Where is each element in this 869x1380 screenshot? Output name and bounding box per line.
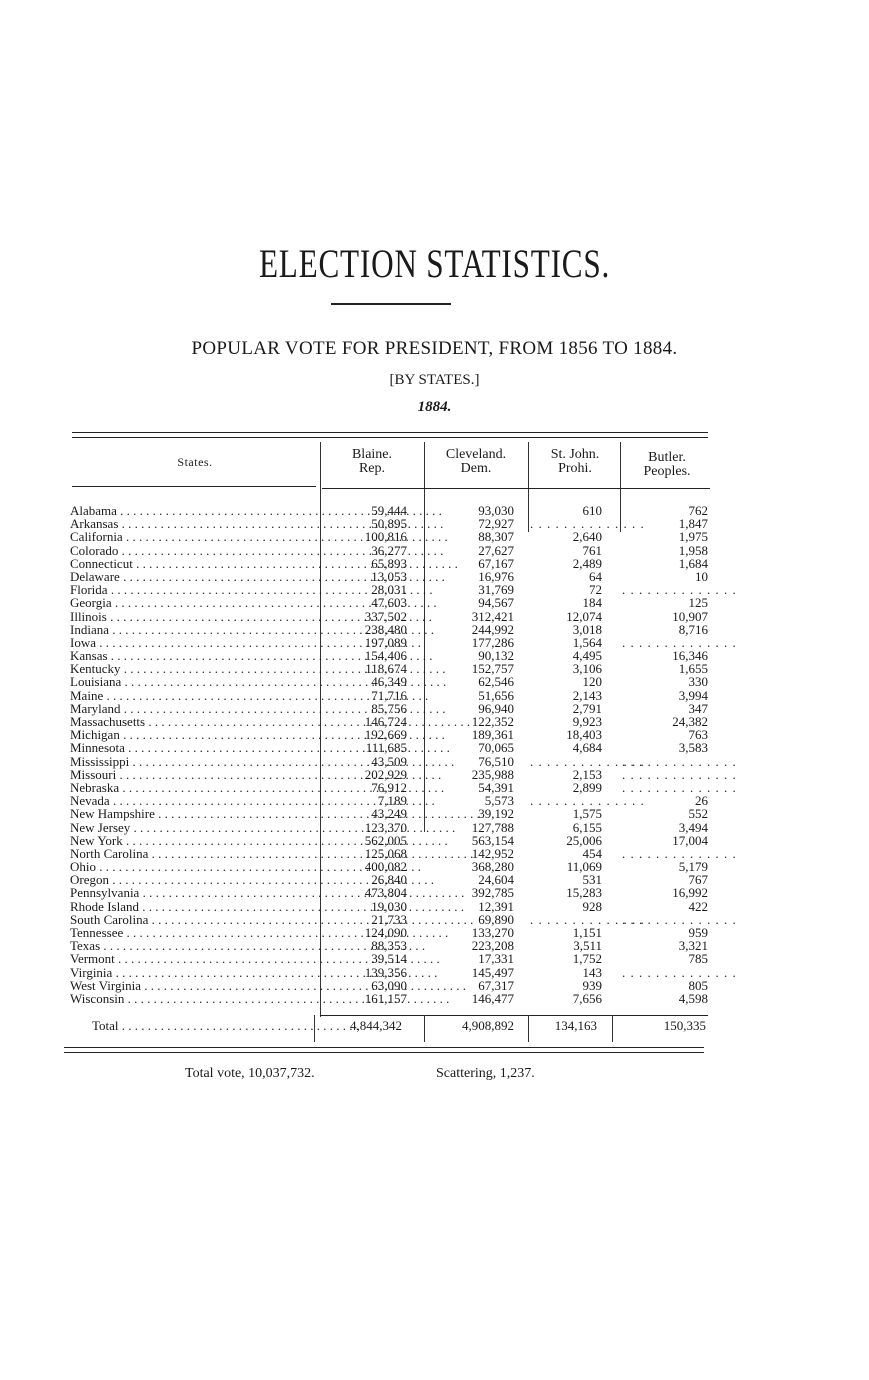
cell-butler: 552 [688,806,708,822]
header-prohi: Prohi. [558,461,592,476]
state-name: New York . . . [70,834,312,847]
title-divider [331,303,451,305]
cell-cleveland: 54,391 [478,779,514,795]
state-name: Virginia . . . [70,966,312,979]
table-row [0,610,869,623]
cell-blaine: 47,603 [371,595,407,611]
cell-butler: 16,346 [672,648,708,664]
cell-cleveland: 142,952 [471,845,514,861]
cell-butler-empty: . . . . . . . . . . . . . . [622,779,737,795]
state-name: Georgia . . . [70,596,312,609]
cell-blaine: 125,068 [364,845,407,861]
cell-butler: 3,994 [678,687,708,703]
cell-blaine: 154,406 [364,648,407,664]
table-row [0,741,869,754]
table-row [0,966,869,979]
cell-cleveland: 51,656 [478,687,514,703]
cell-cleveland: 392,785 [471,885,514,901]
cell-stjohn: 120 [582,674,602,690]
cell-butler: 5,179 [678,859,708,875]
table-row [0,557,869,570]
cell-stjohn: 72 [589,582,602,598]
cell-blaine: 36,277 [371,542,407,558]
cell-butler: 24,382 [672,714,708,729]
cell-stjohn-empty: . . . . . . . . . . . . . . [530,911,645,927]
cell-blaine: 7,189 [377,793,407,809]
state-name: Kentucky . . . [70,662,312,675]
state-name: Indiana . . . [70,623,312,636]
cell-stjohn: 939 [582,977,602,993]
cell-butler: 959 [688,925,708,940]
cell-cleveland: 12,391 [478,898,514,914]
page-title: ELECTION STATISTICS. [258,241,611,286]
cell-cleveland: 76,510 [478,753,514,769]
cell-blaine: 19,030 [371,898,407,914]
total-cleveland: 4,908,892 [462,1018,514,1033]
cell-blaine: 100,816 [364,529,407,545]
cell-butler: 347 [688,700,708,716]
cell-cleveland: 177,286 [471,634,514,650]
cell-cleveland: 94,567 [478,595,514,611]
cell-butler: 767 [688,872,708,888]
cell-stjohn: 610 [582,503,602,518]
cell-stjohn: 2,143 [572,687,602,703]
cell-stjohn: 184 [582,595,602,611]
cell-stjohn-empty: . . . . . . . . . . . . . . [530,793,645,809]
column-divider [528,1015,529,1042]
cell-stjohn: 2,153 [572,766,602,782]
state-name: Pennsylvania . . . [70,886,312,899]
state-name: Delaware . . . [70,570,312,583]
cell-cleveland: 27,627 [478,542,514,558]
state-name: Maine . . . [70,689,312,702]
cell-stjohn: 64 [589,568,602,584]
cell-stjohn: 15,283 [566,885,602,901]
cell-butler-empty: . . . . . . . . . . . . . . [622,911,737,927]
state-name: Kansas . . . [70,649,312,662]
state-name: Illinois . . . [70,610,312,623]
table-row [0,768,869,781]
cell-butler: 1,975 [678,529,708,545]
state-name: Texas . . . [70,939,312,952]
header-blaine: Blaine. [351,447,393,462]
cell-cleveland: 133,270 [471,925,514,940]
state-name: Arkansas . . . [70,517,312,530]
state-name: South Carolina . . . [70,913,312,926]
cell-cleveland: 563,154 [471,832,514,848]
cell-cleveland: 16,976 [478,568,514,584]
cell-blaine: 65,893 [371,555,407,571]
cell-butler: 1,958 [678,542,708,558]
cell-cleveland: 312,421 [471,608,514,624]
cell-stjohn: 4,684 [572,740,602,756]
cell-butler: 3,321 [678,938,708,954]
cell-blaine: 238,480 [364,621,407,637]
cell-stjohn: 531 [582,872,602,888]
cell-blaine: 161,157 [364,990,407,1006]
cell-butler: 125 [688,595,708,611]
cell-cleveland: 88,307 [478,529,514,545]
state-name: Rhode Island . . . [70,900,312,913]
cell-butler: 3,494 [678,819,708,835]
table-row [0,596,869,609]
cell-stjohn-empty: . . . . . . . . . . . . . . [530,516,645,532]
cell-blaine: 43,509 [371,753,407,769]
cell-blaine: 13,053 [371,568,407,584]
cell-blaine: 39,514 [371,951,407,967]
cell-blaine: 50,895 [371,516,407,532]
cell-stjohn: 25,006 [566,832,602,848]
cell-cleveland: 67,167 [478,555,514,571]
cell-blaine: 43,249 [371,806,407,822]
total-vote-note: Total vote, 10,037,732. [185,1066,315,1081]
cell-cleveland: 96,940 [478,700,514,716]
table-top-rule [72,432,708,433]
cell-butler: 422 [688,898,708,914]
cell-stjohn: 454 [582,845,602,861]
column-divider [314,1015,315,1042]
cell-cleveland: 67,317 [478,977,514,993]
cell-butler: 26 [695,793,708,809]
state-name: New Hampshire . . . [70,807,312,820]
total-label: Total . . . [92,1018,310,1034]
table-row [0,834,869,847]
state-name: Massachusetts . . . [70,715,312,728]
cell-stjohn: 1,151 [572,925,602,940]
state-name: New Jersey . . . [70,821,312,834]
cell-cleveland: 93,030 [478,503,514,518]
cell-blaine: 85,756 [371,700,407,716]
state-name: Wisconsin . . . [70,992,312,1005]
cell-stjohn: 3,106 [572,661,602,677]
cell-blaine: 28,031 [371,582,407,598]
cell-cleveland: 31,769 [478,582,514,598]
cell-cleveland: 152,757 [471,661,514,677]
cell-stjohn: 4,495 [572,648,602,664]
table-row [0,530,869,543]
cell-butler: 785 [688,951,708,967]
state-name: Florida . . . [70,583,312,596]
cell-stjohn: 1,752 [572,951,602,967]
state-name: Colorado . . . [70,544,312,557]
table-row [0,675,869,688]
cell-blaine: 123,370 [364,819,407,835]
state-name: Oregon . . . [70,873,312,886]
cell-stjohn: 6,155 [572,819,602,835]
cell-blaine: 473,804 [364,885,407,901]
cell-cleveland: 17,331 [478,951,514,967]
cell-blaine: 562,005 [364,832,407,848]
cell-stjohn: 2,899 [572,779,602,795]
cell-blaine: 202,929 [364,766,407,782]
cell-cleveland: 244,992 [471,621,514,637]
cell-blaine: 118,674 [365,661,407,677]
state-name: Michigan . . . [70,728,312,741]
state-name: Tennessee . . . [70,926,312,939]
cell-butler-empty: . . . . . . . . . . . . . . [622,964,737,980]
cell-butler: 330 [688,674,708,690]
table-row [0,900,869,913]
cell-blaine: 197,089 [364,634,407,650]
cell-stjohn: 12,074 [566,608,602,624]
by-states-note: [BY STATES.] [389,372,480,388]
cell-blaine: 337,502 [364,608,407,624]
total-butler: 150,335 [663,1018,706,1033]
state-name: California . . . [70,530,312,543]
cell-stjohn-empty: . . . . . . . . . . . . . . [530,753,645,769]
cell-stjohn: 2,640 [572,529,602,545]
cell-stjohn: 11,069 [566,859,602,875]
table-row [0,821,869,834]
table-bottom-rule-2 [64,1052,704,1053]
scattering-note: Scattering, 1,237. [436,1066,535,1081]
cell-blaine: 71,716 [371,687,407,703]
header-states: States. [177,455,213,469]
cell-cleveland: 39,192 [478,806,514,822]
cell-butler: 8,716 [678,621,708,637]
cell-stjohn: 2,791 [572,700,602,716]
state-name: Louisiana . . . [70,675,312,688]
cell-blaine: 63,090 [371,977,407,993]
cell-cleveland: 62,546 [478,674,514,690]
state-name: Vermont . . . [70,952,312,965]
state-name: Ohio . . . [70,860,312,873]
cell-butler: 805 [688,977,708,993]
cell-cleveland: 69,890 [478,911,514,927]
state-name: Missouri . . . [70,768,312,781]
header-dem: Dem. [460,461,492,476]
cell-cleveland: 72,927 [478,516,514,532]
table-body [0,504,869,1005]
table-row [0,886,869,899]
state-name: Maryland . . . [70,702,312,715]
cell-butler: 4,598 [678,990,708,1006]
cell-butler: 10,907 [672,608,708,624]
state-name: Mississippi . . . [70,755,312,768]
cell-blaine: 192,669 [364,727,407,743]
cell-stjohn: 761 [582,542,602,558]
cell-stjohn: 1,564 [572,634,602,650]
table-row [0,623,869,636]
cell-blaine: 21,733 [371,911,407,927]
state-name: Iowa . . . [70,636,312,649]
table-bottom-rule [64,1047,704,1048]
cell-cleveland: 368,280 [471,859,514,875]
cell-cleveland: 235,988 [471,766,514,782]
cell-butler: 10 [695,568,708,584]
table-row [0,992,869,1005]
header-stjohn: St. John. [550,447,600,462]
state-name: Nevada . . . [70,794,312,807]
page-subtitle: POPULAR VOTE FOR PRESIDENT, FROM 1856 TO 1884. [191,338,678,359]
total-stjohn: 134,163 [554,1018,597,1033]
state-name: West Virginia . . . [70,979,312,992]
header-cleveland: Cleveland. [445,447,507,462]
cell-cleveland: 189,361 [471,727,514,743]
header-underline [72,486,316,487]
cell-butler-empty: . . . . . . . . . . . . . . [622,753,737,769]
cell-cleveland: 223,208 [471,938,514,954]
table-row [0,689,869,702]
cell-butler: 1,655 [678,661,708,677]
cell-blaine: 88,353 [371,938,407,954]
cell-stjohn: 3,511 [573,938,602,954]
column-divider [612,1015,613,1042]
cell-cleveland: 122,352 [471,714,514,729]
cell-stjohn: 143 [582,964,602,980]
cell-blaine: 146,724 [364,714,407,729]
cell-butler-empty: . . . . . . . . . . . . . . [622,845,737,861]
cell-cleveland: 127,788 [471,819,514,835]
cell-cleveland: 24,604 [478,872,514,888]
cell-blaine: 400,082 [364,859,407,875]
total-rule [320,1015,708,1016]
table-row [0,952,869,965]
cell-blaine: 111,685 [365,740,407,756]
table-row [0,807,869,820]
cell-cleveland: 70,065 [478,740,514,756]
cell-stjohn: 7,656 [572,990,602,1006]
cell-butler: 3,583 [678,740,708,756]
cell-butler-empty: . . . . . . . . . . . . . . [622,766,737,782]
header-underline-values [322,488,710,489]
cell-butler: 763 [688,727,708,743]
state-name: Alabama . . . [70,504,312,517]
cell-stjohn: 3,018 [572,621,602,637]
cell-butler: 762 [688,503,708,518]
cell-butler: 16,992 [672,885,708,901]
column-divider [424,1015,425,1042]
cell-butler-empty: . . . . . . . . . . . . . . [622,634,737,650]
table-top-rule-2 [72,437,708,438]
cell-stjohn: 928 [582,898,602,914]
year-heading: 1884. [417,399,452,415]
cell-stjohn: 9,923 [572,714,602,729]
cell-blaine: 46,349 [371,674,407,690]
state-name: Minnesota . . . [70,741,312,754]
cell-cleveland: 145,497 [471,964,514,980]
cell-cleveland: 5,573 [484,793,514,809]
cell-butler: 17,004 [672,832,708,848]
cell-stjohn: 1,575 [572,806,602,822]
cell-butler: 1,847 [678,516,708,532]
cell-blaine: 139,356 [364,964,407,980]
cell-stjohn: 18,403 [566,727,602,743]
cell-blaine: 76,912 [371,779,407,795]
table-row [0,979,869,992]
state-name: Nebraska . . . [70,781,312,794]
cell-cleveland: 146,477 [471,990,514,1006]
cell-blaine: 59,444 [371,503,407,518]
cell-cleveland: 90,132 [478,648,514,664]
cell-blaine: 26,840 [371,872,407,888]
cell-stjohn: 2,489 [572,555,602,571]
header-peoples: Peoples. [643,464,691,479]
cell-butler-empty: . . . . . . . . . . . . . . [622,582,737,598]
total-blaine: 4,844,342 [350,1018,402,1033]
table-row [0,755,869,768]
state-name: North Carolina . . . [70,847,312,860]
header-butler: Butler. [648,450,686,465]
table-row [0,544,869,557]
header-rep: Rep. [358,461,386,476]
cell-blaine: 124,090 [364,925,407,940]
cell-butler: 1,684 [678,555,708,571]
state-name: Connecticut . . . [70,557,312,570]
